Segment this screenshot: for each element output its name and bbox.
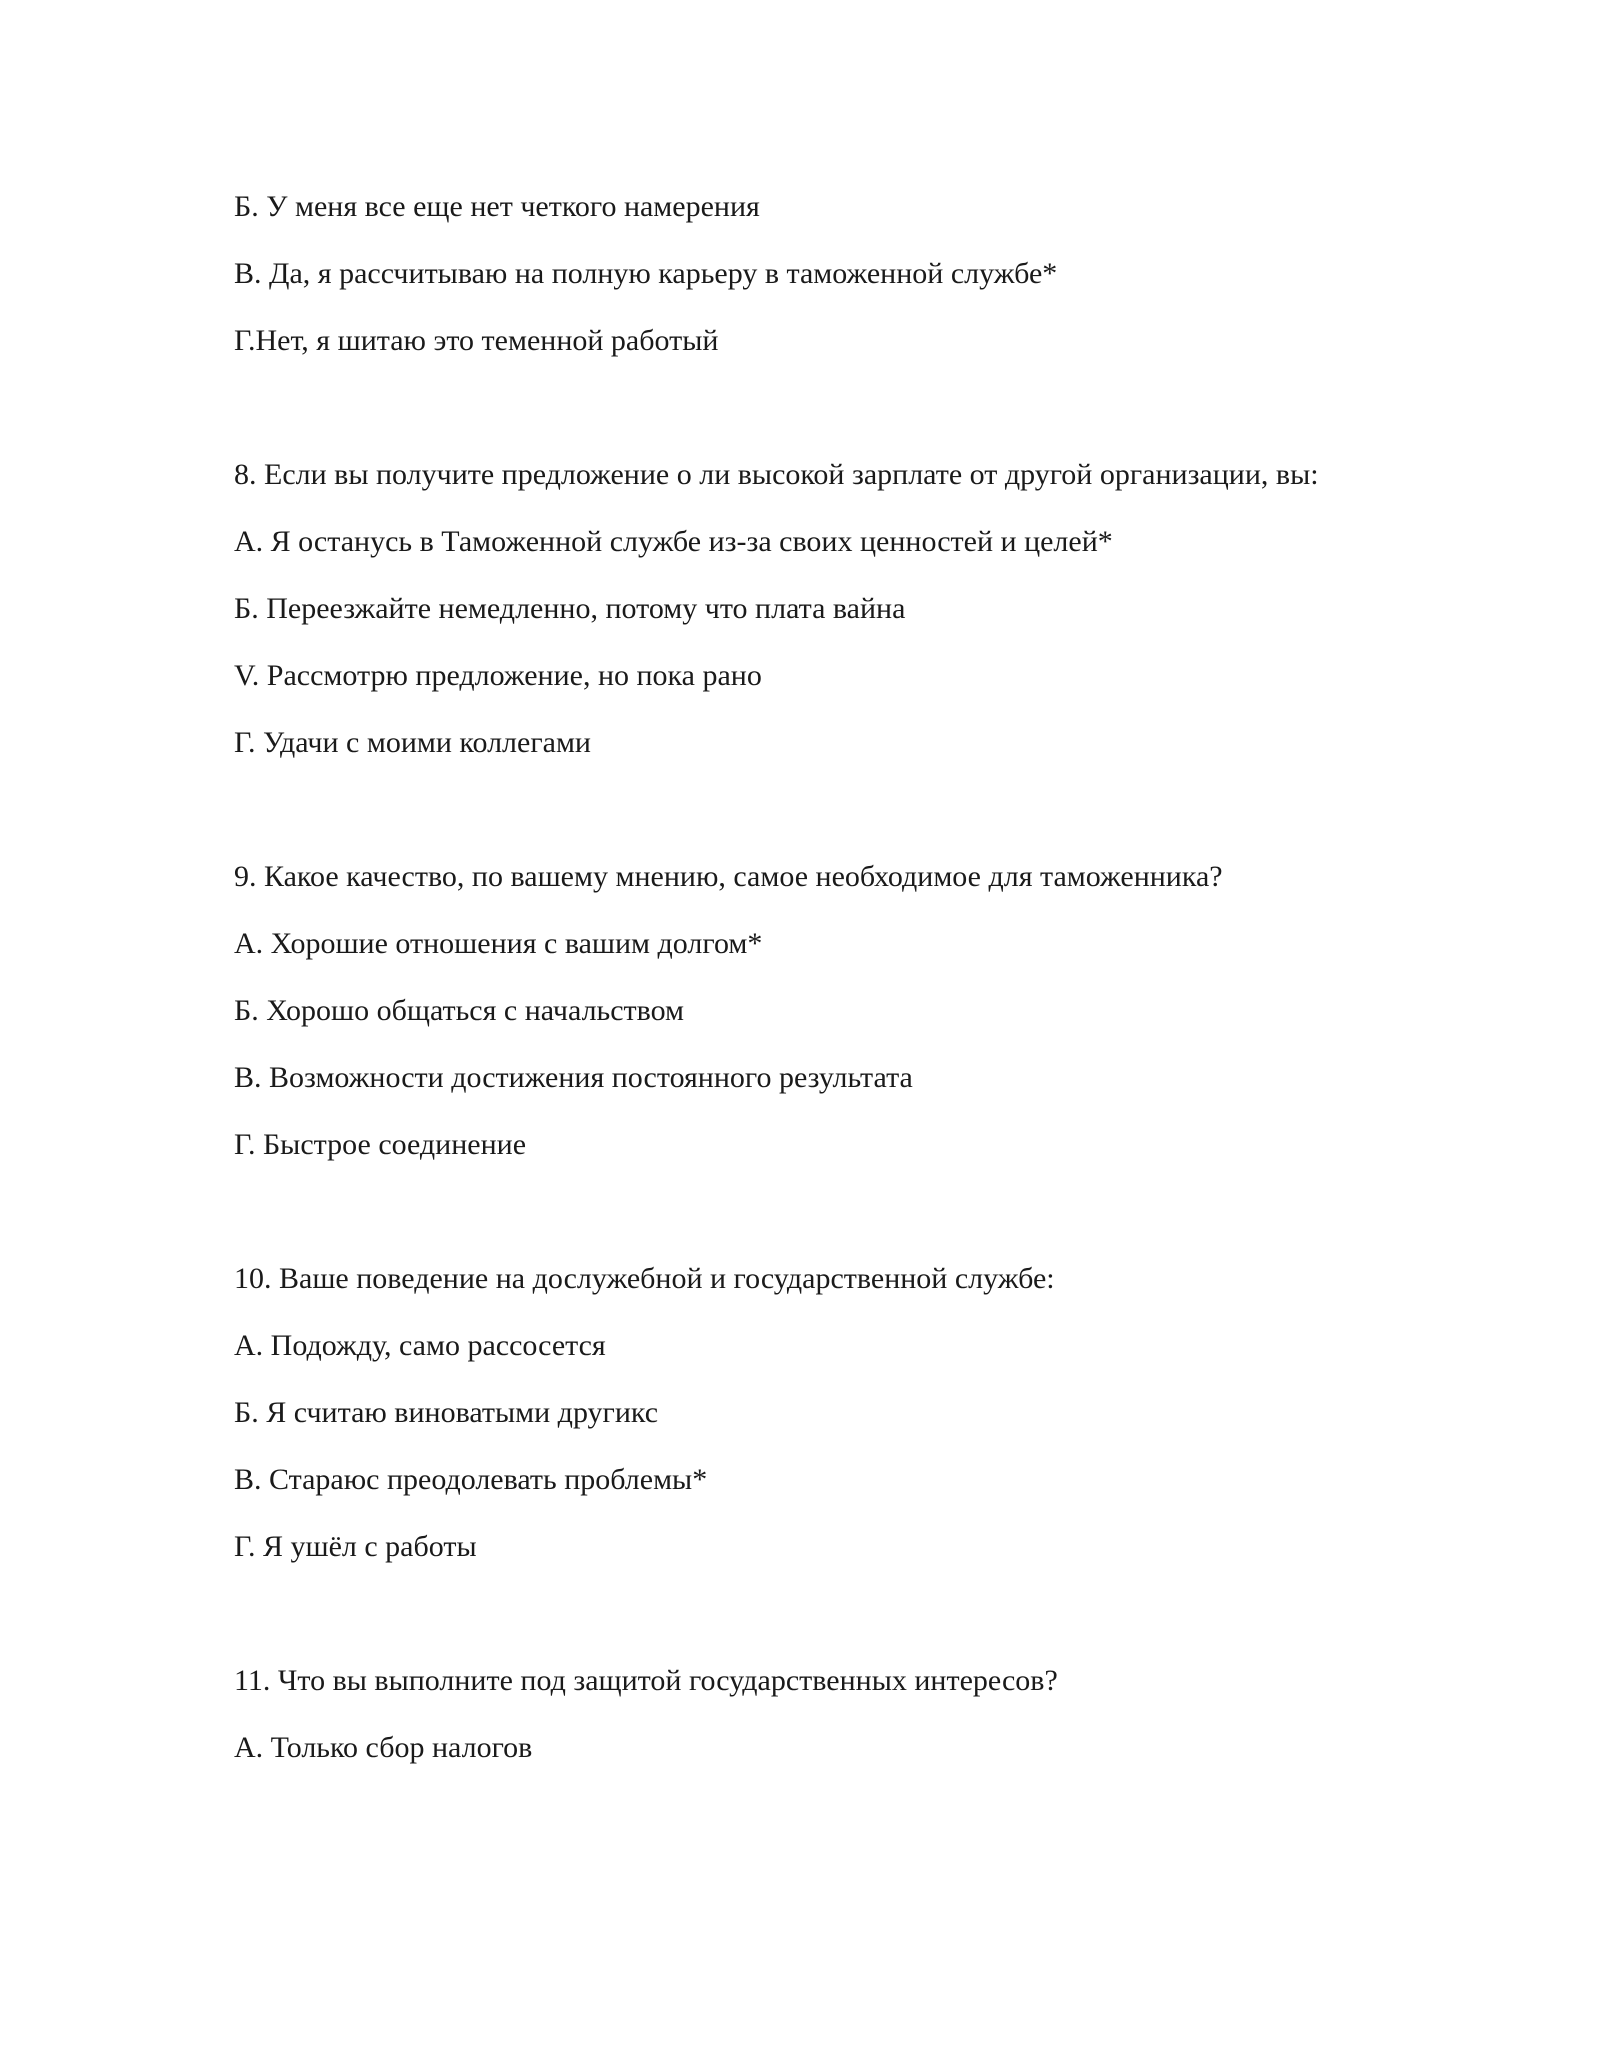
block-spacer bbox=[234, 387, 1354, 454]
question-text: 10. Ваше поведение на дослужебной и государственной службе: bbox=[234, 1262, 1055, 1295]
block-spacer bbox=[234, 789, 1354, 856]
option-v: В. Возможности достижения постоянного результата bbox=[234, 1061, 913, 1094]
question-block-7 bbox=[234, 186, 1354, 362]
question-block-10 bbox=[234, 1258, 1354, 1568]
option-a: А. Хорошие отношения с вашим долгом* bbox=[234, 927, 763, 960]
option-a: А. Я останусь в Таможенной службе из-за своих ценностей и целей* bbox=[234, 525, 1113, 558]
question-block-9 bbox=[234, 856, 1354, 1166]
option-g: Г. Удачи с моими коллегами bbox=[234, 726, 591, 759]
question-block-11 bbox=[234, 1660, 1354, 1769]
question-block-8 bbox=[234, 454, 1354, 764]
option-v: V. Рассмотрю предложение, но пока рано bbox=[234, 659, 762, 692]
option-b: Б. У меня все еще нет четкого намерения bbox=[234, 190, 760, 223]
question-text: 9. Какое качество, по вашему мнению, самое необходимое для таможенника? bbox=[234, 860, 1223, 893]
option-b: Б. Переезжайте немедленно, потому что плата вайна bbox=[234, 592, 906, 625]
option-a: А. Только сбор налогов bbox=[234, 1731, 533, 1764]
option-v: В. Да, я рассчитываю на полную карьеру в таможенной службе* bbox=[234, 257, 1058, 290]
option-b: Б. Хорошо общаться с начальством bbox=[234, 994, 685, 1027]
option-b: Б. Я считаю виноватыми другикс bbox=[234, 1396, 659, 1429]
question-text: 8. Если вы получите предложение о ли высокой зарплате от другой организации, вы: bbox=[234, 458, 1319, 491]
block-spacer bbox=[234, 1191, 1354, 1258]
block-spacer bbox=[234, 1593, 1354, 1660]
option-a: А. Подожду, само рассосется bbox=[234, 1329, 606, 1362]
option-g: Г. Быстрое соединение bbox=[234, 1128, 527, 1161]
question-text: 11. Что вы выполните под защитой государственных интересов? bbox=[234, 1664, 1058, 1697]
option-g: Г.Нет, я шитаю это теменной работый bbox=[234, 324, 719, 357]
option-g: Г. Я ушёл с работы bbox=[234, 1530, 477, 1563]
option-v: В. Стараюс преодолевать проблемы* bbox=[234, 1463, 708, 1496]
document-content bbox=[234, 186, 1354, 1794]
